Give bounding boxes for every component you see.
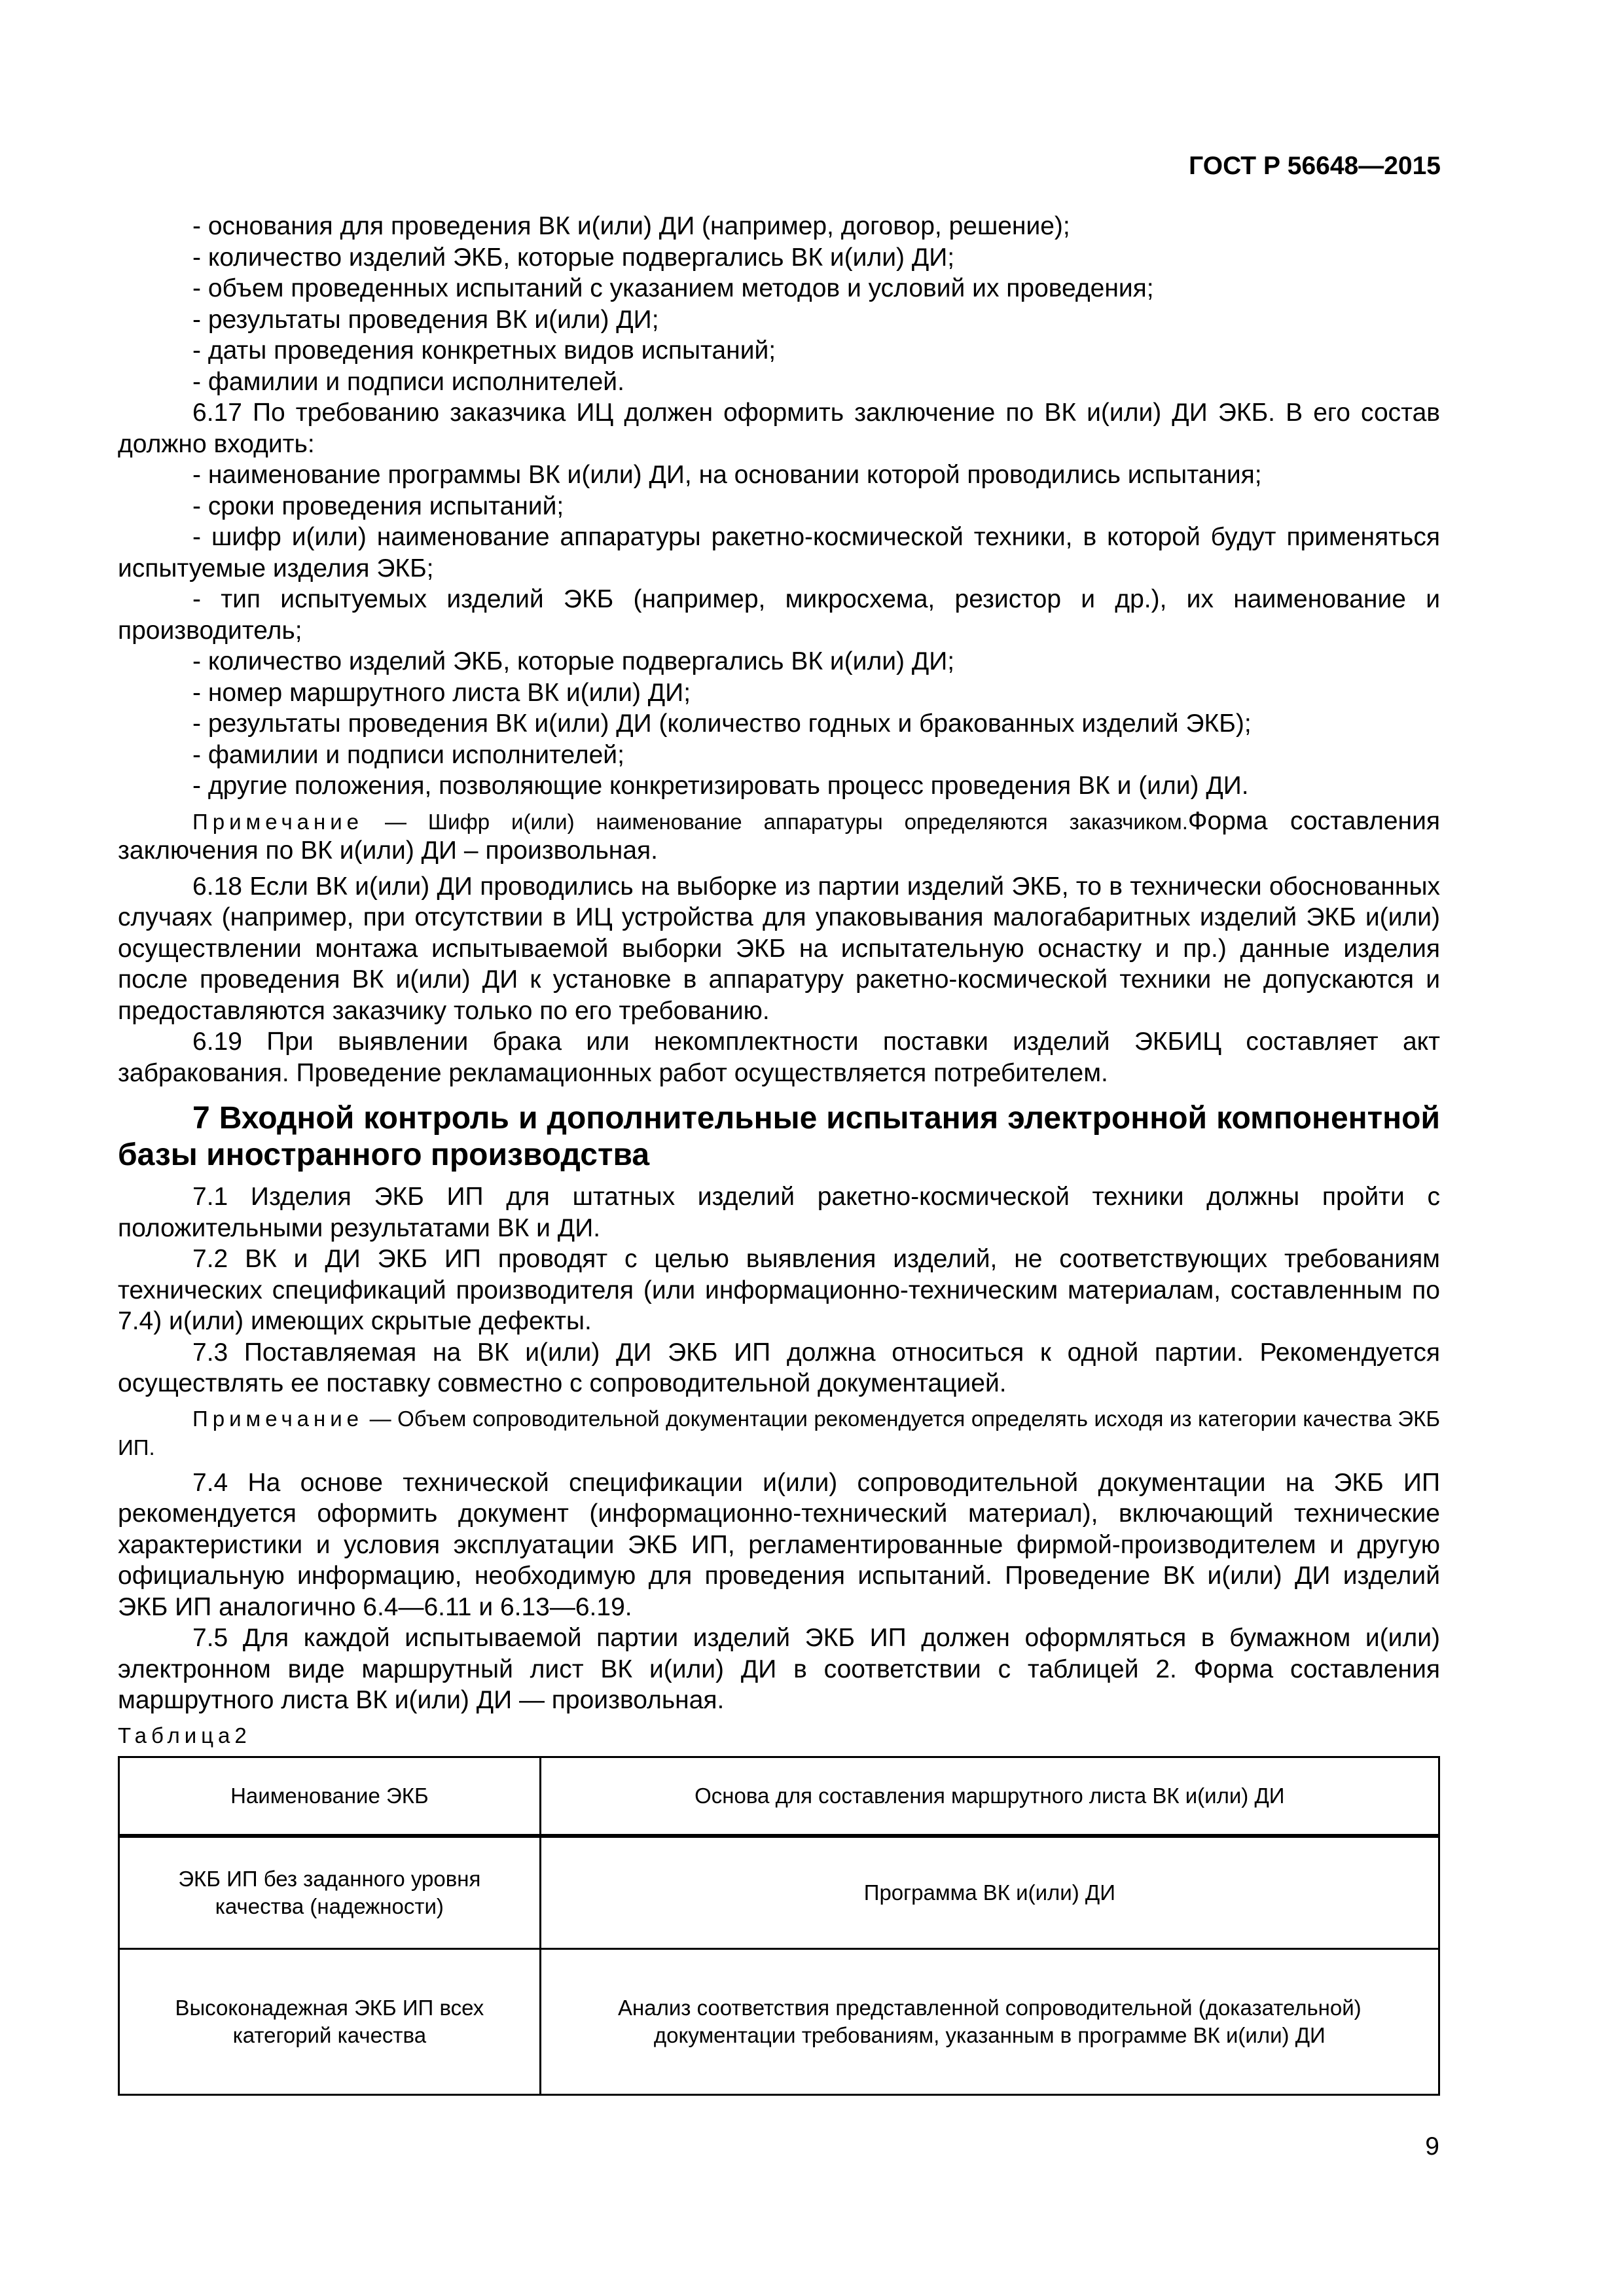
note-tail: Форма составления заключения по ВК и(или) ДИ – произвольная. — [118, 806, 1440, 865]
clause-6-18: 6.18 Если ВК и(или) ДИ проводились на выборке из партии изделий ЭКБ, то в технически обоснованных случаях (например, при отсутствии в ИЦ устройства для упаковывания малогабаритных изделий ЭКБ и(или) осуществлении монтажа испытываемой выборки ЭКБ на испытательную оснастку и пр.) данные изделия после проведения ВК и(или) ДИ к установке в аппаратуру ракетно-космической техники не допускаются и предоставляются заказчику только по его требованию. — [118, 872, 1440, 1025]
list-item: - основания для проведения ВК и(или) ДИ (например, договор, решение); — [192, 212, 1070, 240]
note-7-3 — [118, 1405, 1440, 1462]
clause-7-3: 7.3 Поставляемая на ВК и(или) ДИ ЭКБ ИП должна относиться к одной партии. Рекомендуется осуществлять ее поставку совместно с сопроводительной документацией. — [118, 1338, 1440, 1397]
section-7-heading: 7 Входной контроль и дополнительные испытания электронной компонентной базы иностранного производства — [118, 1101, 1440, 1172]
list-item: - тип испытуемых изделий ЭКБ (например, микросхема, резистор и др.), их наименование и производитель; — [118, 585, 1440, 645]
list-item: - номер маршрутного листа ВК и(или) ДИ; — [192, 678, 691, 707]
table-cell: ЭКБ ИП без заданного уровня качества (надежности) — [119, 1836, 541, 1949]
list-item: - сроки проведения испытаний; — [192, 492, 564, 520]
clause-7-2: 7.2 ВК и ДИ ЭКБ ИП проводят с целью выявления изделий, не соответствующих требованиям технических спецификаций производителя (или информационно-техническим материалам, составленным по 7.4) и(или) имеющих скрытые дефекты. — [118, 1245, 1440, 1335]
clause-7-5: 7.5 Для каждой испытываемой партии изделий ЭКБ ИП должен оформляться в бумажном и(или) электронном виде маршрутный лист ВК и(или) ДИ в соответствии с таблицей 2. Форма составления маршрутного листа ВК и(или) ДИ — произвольная. — [118, 1624, 1440, 1714]
list-item: - результаты проведения ВК и(или) ДИ (количество годных и бракованных изделий ЭКБ); — [192, 709, 1252, 738]
note-label: Примечание — [192, 1406, 364, 1431]
list-item: - объем проведенных испытаний с указанием методов и условий их проведения; — [192, 274, 1154, 302]
note-text: — Объем сопроводительной документации рекомендуется определять исходя из категории качества ЭКБ ИП. — [118, 1406, 1440, 1460]
table-cell: Программа ВК и(или) ДИ — [540, 1836, 1439, 1949]
page-number: 9 — [1425, 2132, 1439, 2161]
list-item: - наименование программы ВК и(или) ДИ, на основании которой проводились испытания; — [192, 461, 1262, 489]
table-header-cell: Основа для составления маршрутного листа ВК и(или) ДИ — [540, 1757, 1439, 1837]
list-item: - фамилии и подписи исполнителей. — [192, 367, 624, 396]
clause-6-17: 6.17 По требованию заказчика ИЦ должен оформить заключение по ВК и(или) ДИ ЭКБ. В его состав должно входить: — [118, 399, 1440, 458]
table-cell: Высоконадежная ЭКБ ИП всех категорий качества — [119, 1949, 541, 2095]
list-item: - количество изделий ЭКБ, которые подвергались ВК и(или) ДИ; — [192, 647, 955, 675]
table-header-row — [119, 1757, 1439, 1837]
list-item: - фамилии и подписи исполнителей; — [192, 740, 624, 769]
table-cell: Анализ соответствия представленной сопроводительной (доказательной) документации требованиям, указанным в программе ВК и(или) ДИ — [540, 1949, 1439, 2095]
clause-7-4: 7.4 На основе технической спецификации и(или) сопроводительной документации на ЭКБ ИП рекомендуется оформить документ (информационно-технический материал), включающий технические характеристики и условия эксплуатации ЭКБ ИП, регламентированные фирмой-производителем и другую официальную информацию, необходимую для проведения испытаний. Проведение ВК и(или) ДИ изделий ЭКБ ИП аналогично 6.4—6.11 и 6.13—6.19. — [118, 1468, 1440, 1621]
list-item: - результаты проведения ВК и(или) ДИ; — [192, 305, 659, 334]
table-label: Таблица2 — [118, 1723, 251, 1748]
table-header-cell: Наименование ЭКБ — [119, 1757, 541, 1837]
list-item: - количество изделий ЭКБ, которые подвергались ВК и(или) ДИ; — [192, 243, 955, 272]
list-item: - другие положения, позволяющие конкретизировать процесс проведения ВК и (или) ДИ. — [192, 772, 1249, 800]
list-item: - даты проведения конкретных видов испытаний; — [192, 336, 776, 365]
note-6-17 — [118, 807, 1440, 866]
table-row — [119, 1836, 1439, 1949]
note-text: — Шифр и(или) наименование аппаратуры определяются заказчиком. — [363, 809, 1188, 834]
document-body — [118, 211, 1440, 2096]
list-item: - шифр и(или) наименование аппаратуры ракетно-космической техники, в которой будут применяться испытуемые изделия ЭКБ; — [118, 523, 1440, 583]
note-label: Примечание — [192, 809, 364, 834]
table-2 — [118, 1756, 1440, 2096]
clause-7-1: 7.1 Изделия ЭКБ ИП для штатных изделий ракетно-космической техники должны пройти с положительными результатами ВК и ДИ. — [118, 1183, 1440, 1242]
table-row — [119, 1949, 1439, 2095]
clause-6-19: 6.19 При выявлении брака или некомплектности поставки изделий ЭКБИЦ составляет акт забракования. Проведение рекламационных работ осуществляется потребителем. — [118, 1028, 1440, 1087]
document-id-header: ГОСТ Р 56648—2015 — [1189, 152, 1441, 180]
